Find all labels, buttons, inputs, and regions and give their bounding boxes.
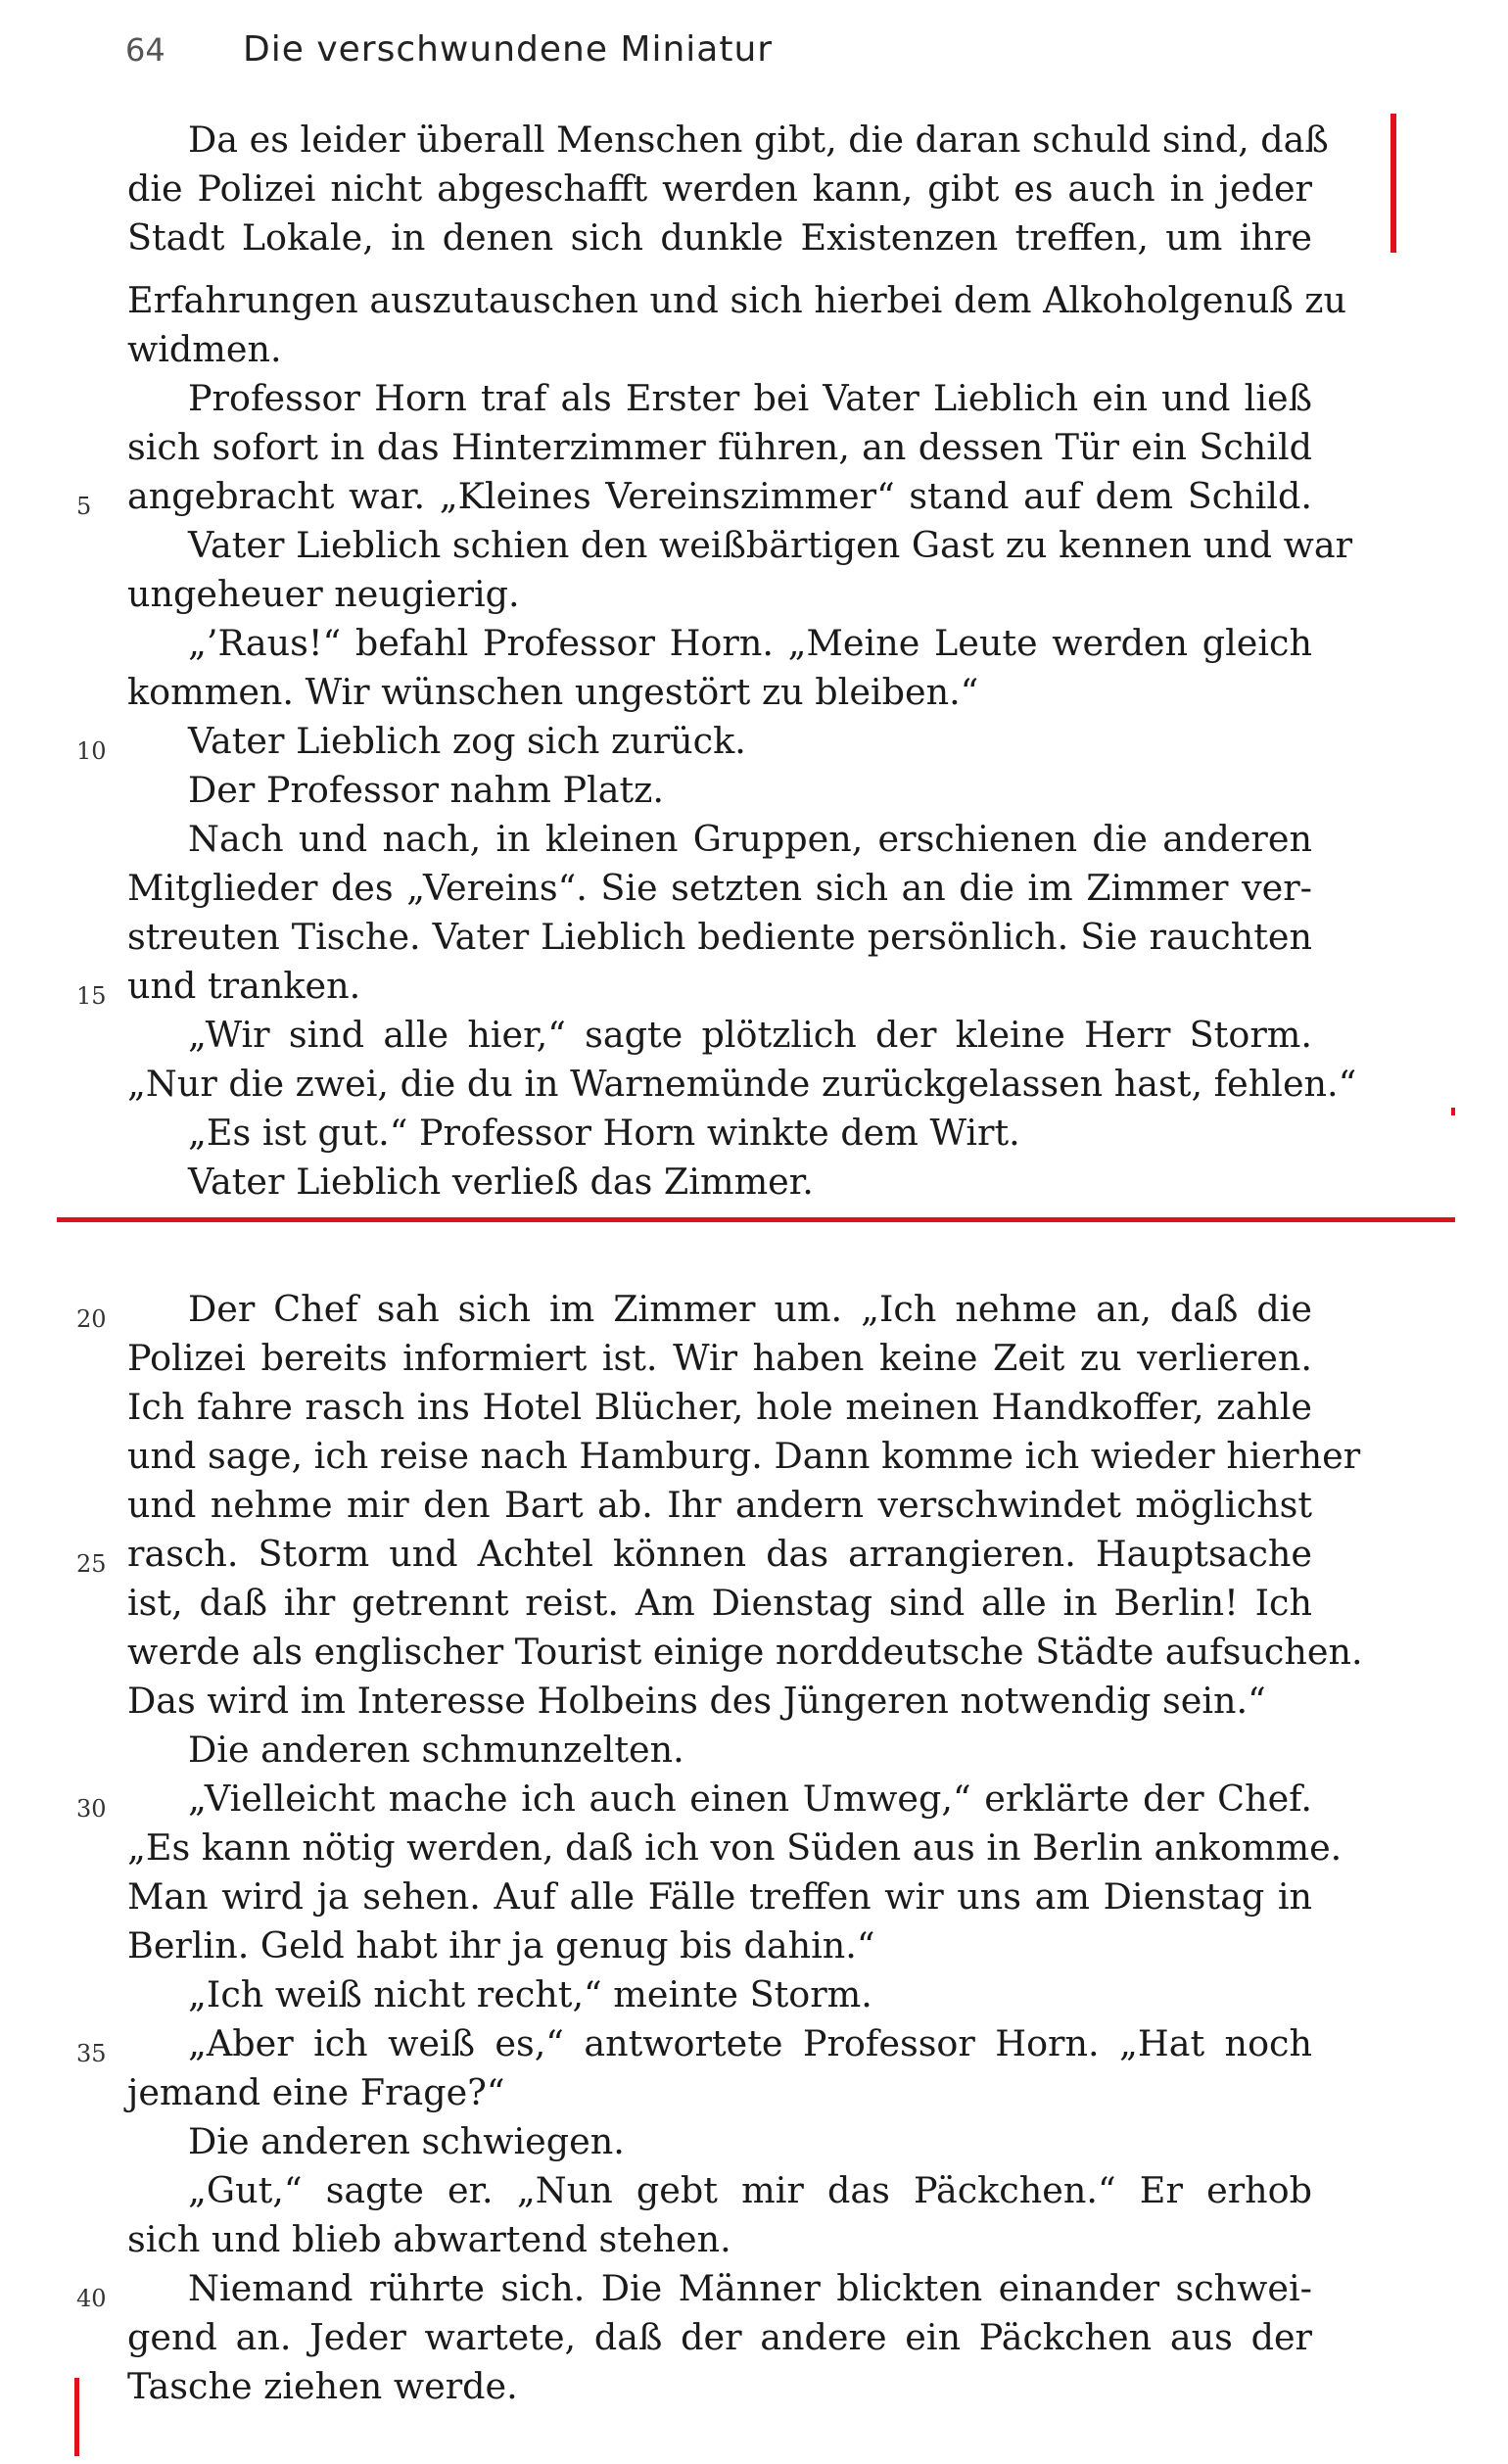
line-text: Da es leider überall Menschen gibt, die daran schuld sind, daß	[188, 118, 1329, 161]
text-line	[76, 2019, 1312, 2068]
line-text: Das wird im Interesse Holbeins des Jüngeren notwendig sein.“	[127, 1680, 1266, 1722]
line-text: sich und blieb abwartend stehen.	[127, 2218, 731, 2260]
line-number: 30	[76, 1795, 107, 1823]
line-text: Die anderen schwiegen.	[188, 2120, 625, 2162]
line-text: Stadt Lokale, in denen sich dunkle Existenzen treffen, um ihre	[127, 216, 1312, 259]
margin-marker-top	[1390, 114, 1396, 253]
section-divider-line	[57, 1217, 1455, 1222]
text-line	[127, 2117, 1312, 2166]
running-head: Die verschwundene Miniatur	[243, 29, 774, 70]
line-text: Niemand rührte sich. Die Männer blickten einander schwei-	[188, 2267, 1312, 2309]
text-line	[127, 1824, 1343, 1872]
line-text: Berlin. Geld habt ihr ja genug bis dahin.“	[127, 1924, 875, 1966]
text-line	[127, 213, 1312, 262]
line-text: „Es ist gut.“ Professor Horn winkte dem Wirt.	[188, 1112, 1020, 1154]
line-text: „Nur die zwei, die du in Warnemünde zurückgelassen hast, fehlen.“	[127, 1063, 1357, 1105]
line-text: Tasche ziehen werde.	[127, 2365, 518, 2407]
text-line	[127, 423, 1312, 472]
line-number: 40	[76, 2285, 107, 2312]
text-line	[76, 717, 1312, 766]
text-line	[127, 2166, 1312, 2215]
line-number: 5	[76, 493, 92, 520]
text-line	[127, 1158, 1312, 1207]
line-number: 20	[76, 1305, 107, 1333]
text-line	[76, 2264, 1312, 2313]
text-line	[127, 165, 1312, 213]
page-header	[125, 29, 773, 78]
text-line	[127, 1628, 1363, 1677]
line-text: werde als englischer Tourist einige norddeutsche Städte aufsuchen.	[127, 1631, 1363, 1673]
text-line	[127, 864, 1312, 913]
line-text: „Aber ich weiß es,“ antwortete Professor Horn. „Hat noch	[188, 2022, 1312, 2064]
text-line	[127, 2362, 1312, 2411]
text-line	[127, 1060, 1357, 1109]
line-text: ist, daß ihr getrennt reist. Am Dienstag sind alle in Berlin! Ich	[127, 1582, 1312, 1624]
text-line	[127, 1481, 1312, 1530]
line-text: Man wird ja sehen. Auf alle Fälle treffen wir uns am Dienstag in	[127, 1875, 1312, 1918]
text-line	[127, 570, 1312, 619]
text-line	[127, 668, 1312, 717]
line-text: Der Chef sah sich im Zimmer um. „Ich nehme an, daß die	[188, 1288, 1312, 1330]
line-text: Vater Lieblich zog sich zurück.	[188, 720, 746, 762]
line-text: Professor Horn traf als Erster bei Vater Lieblich ein und ließ	[188, 377, 1312, 419]
text-line	[127, 1921, 1312, 1970]
text-line	[127, 325, 1312, 374]
text-line	[127, 1011, 1312, 1060]
text-line	[127, 1109, 1312, 1158]
text-line	[127, 766, 1312, 815]
text-line	[127, 913, 1312, 962]
text-line	[76, 1530, 1312, 1579]
line-text: jemand eine Frage?“	[127, 2071, 505, 2113]
line-text: sich sofort in das Hinterzimmer führen, an dessen Tür ein Schild	[127, 426, 1312, 468]
line-text: und nehme mir den Bart ab. Ihr andern verschwindet möglichst	[127, 1484, 1312, 1526]
line-text: die Polizei nicht abgeschafft werden kann, gibt es auch in jeder	[127, 167, 1312, 210]
text-line	[76, 962, 1312, 1011]
line-text: Nach und nach, in kleinen Gruppen, erschienen die anderen	[188, 818, 1312, 860]
line-number: 35	[76, 2040, 107, 2067]
line-text: Polizei bereits informiert ist. Wir haben keine Zeit zu verlieren.	[127, 1337, 1312, 1379]
line-text: „Gut,“ sagte er. „Nun gebt mir das Päckchen.“ Er erhob	[188, 2169, 1312, 2211]
page-number: 64	[125, 31, 165, 69]
line-text: Die anderen schmunzelten.	[188, 1729, 684, 1771]
text-line	[76, 1775, 1312, 1824]
text-line	[127, 1677, 1312, 1726]
line-text: „Es kann nötig werden, daß ich von Süden aus in Berlin ankomme.	[127, 1826, 1343, 1869]
text-line	[127, 815, 1312, 864]
line-text: Der Professor nahm Platz.	[188, 769, 664, 811]
line-text: Erfahrungen auszutauschen und sich hierbei dem Alkoholgenuß zu	[127, 279, 1347, 321]
text-line	[127, 1432, 1361, 1481]
text-line	[127, 619, 1312, 668]
line-text: widmen.	[127, 328, 282, 370]
text-line	[127, 521, 1353, 570]
line-number: 10	[76, 737, 107, 765]
text-line	[127, 2068, 1312, 2117]
line-number: 15	[76, 982, 107, 1010]
text-line	[127, 374, 1312, 423]
text-line	[76, 472, 1312, 521]
text-line	[127, 276, 1347, 325]
text-line	[127, 2313, 1312, 2362]
text-section-1	[76, 116, 1357, 1207]
text-line	[127, 1726, 1312, 1775]
text-line	[127, 1579, 1312, 1628]
text-line	[127, 1872, 1312, 1921]
text-line	[76, 1285, 1312, 1334]
margin-marker-bottom	[74, 2378, 79, 2456]
text-line	[127, 1334, 1312, 1383]
text-line	[127, 1970, 1312, 2019]
text-section-2	[76, 1285, 1363, 2411]
text-line	[127, 1383, 1312, 1432]
line-text: Vater Lieblich verließ das Zimmer.	[188, 1161, 814, 1203]
line-number: 25	[76, 1550, 107, 1578]
line-text: und sage, ich reise nach Hamburg. Dann komme ich wieder hierher	[127, 1435, 1361, 1477]
line-text: rasch. Storm und Achtel können das arrangieren. Hauptsache	[127, 1533, 1312, 1575]
line-text: „’Raus!“ befahl Professor Horn. „Meine Leute werden gleich	[188, 622, 1312, 664]
text-line	[127, 116, 1329, 165]
margin-dot-mark	[1451, 1108, 1455, 1115]
line-text: Vater Lieblich schien den weißbärtigen Gast zu kennen und war	[188, 524, 1353, 566]
text-line	[127, 2215, 1312, 2264]
line-text: „Wir sind alle hier,“ sagte plötzlich der kleine Herr Storm.	[188, 1014, 1312, 1056]
line-text: „Vielleicht mache ich auch einen Umweg,“ erklärte der Chef.	[188, 1777, 1312, 1820]
line-text: kommen. Wir wünschen ungestört zu bleiben.“	[127, 671, 979, 713]
line-text: ungeheuer neugierig.	[127, 573, 520, 615]
line-text: angebracht war. „Kleines Vereinszimmer“ stand auf dem Schild.	[127, 475, 1312, 517]
line-text: Ich fahre rasch ins Hotel Blücher, hole meinen Handkoffer, zahle	[127, 1386, 1312, 1428]
line-text: „Ich weiß nicht recht,“ meinte Storm.	[188, 1973, 872, 2015]
line-text: streuten Tische. Vater Lieblich bediente persönlich. Sie rauchten	[127, 916, 1312, 958]
line-text: gend an. Jeder wartete, daß der andere ein Päckchen aus der	[127, 2316, 1312, 2358]
line-text: Mitglieder des „Vereins“. Sie setzten sich an die im Zimmer ver-	[127, 867, 1312, 909]
line-text: und tranken.	[127, 965, 361, 1007]
